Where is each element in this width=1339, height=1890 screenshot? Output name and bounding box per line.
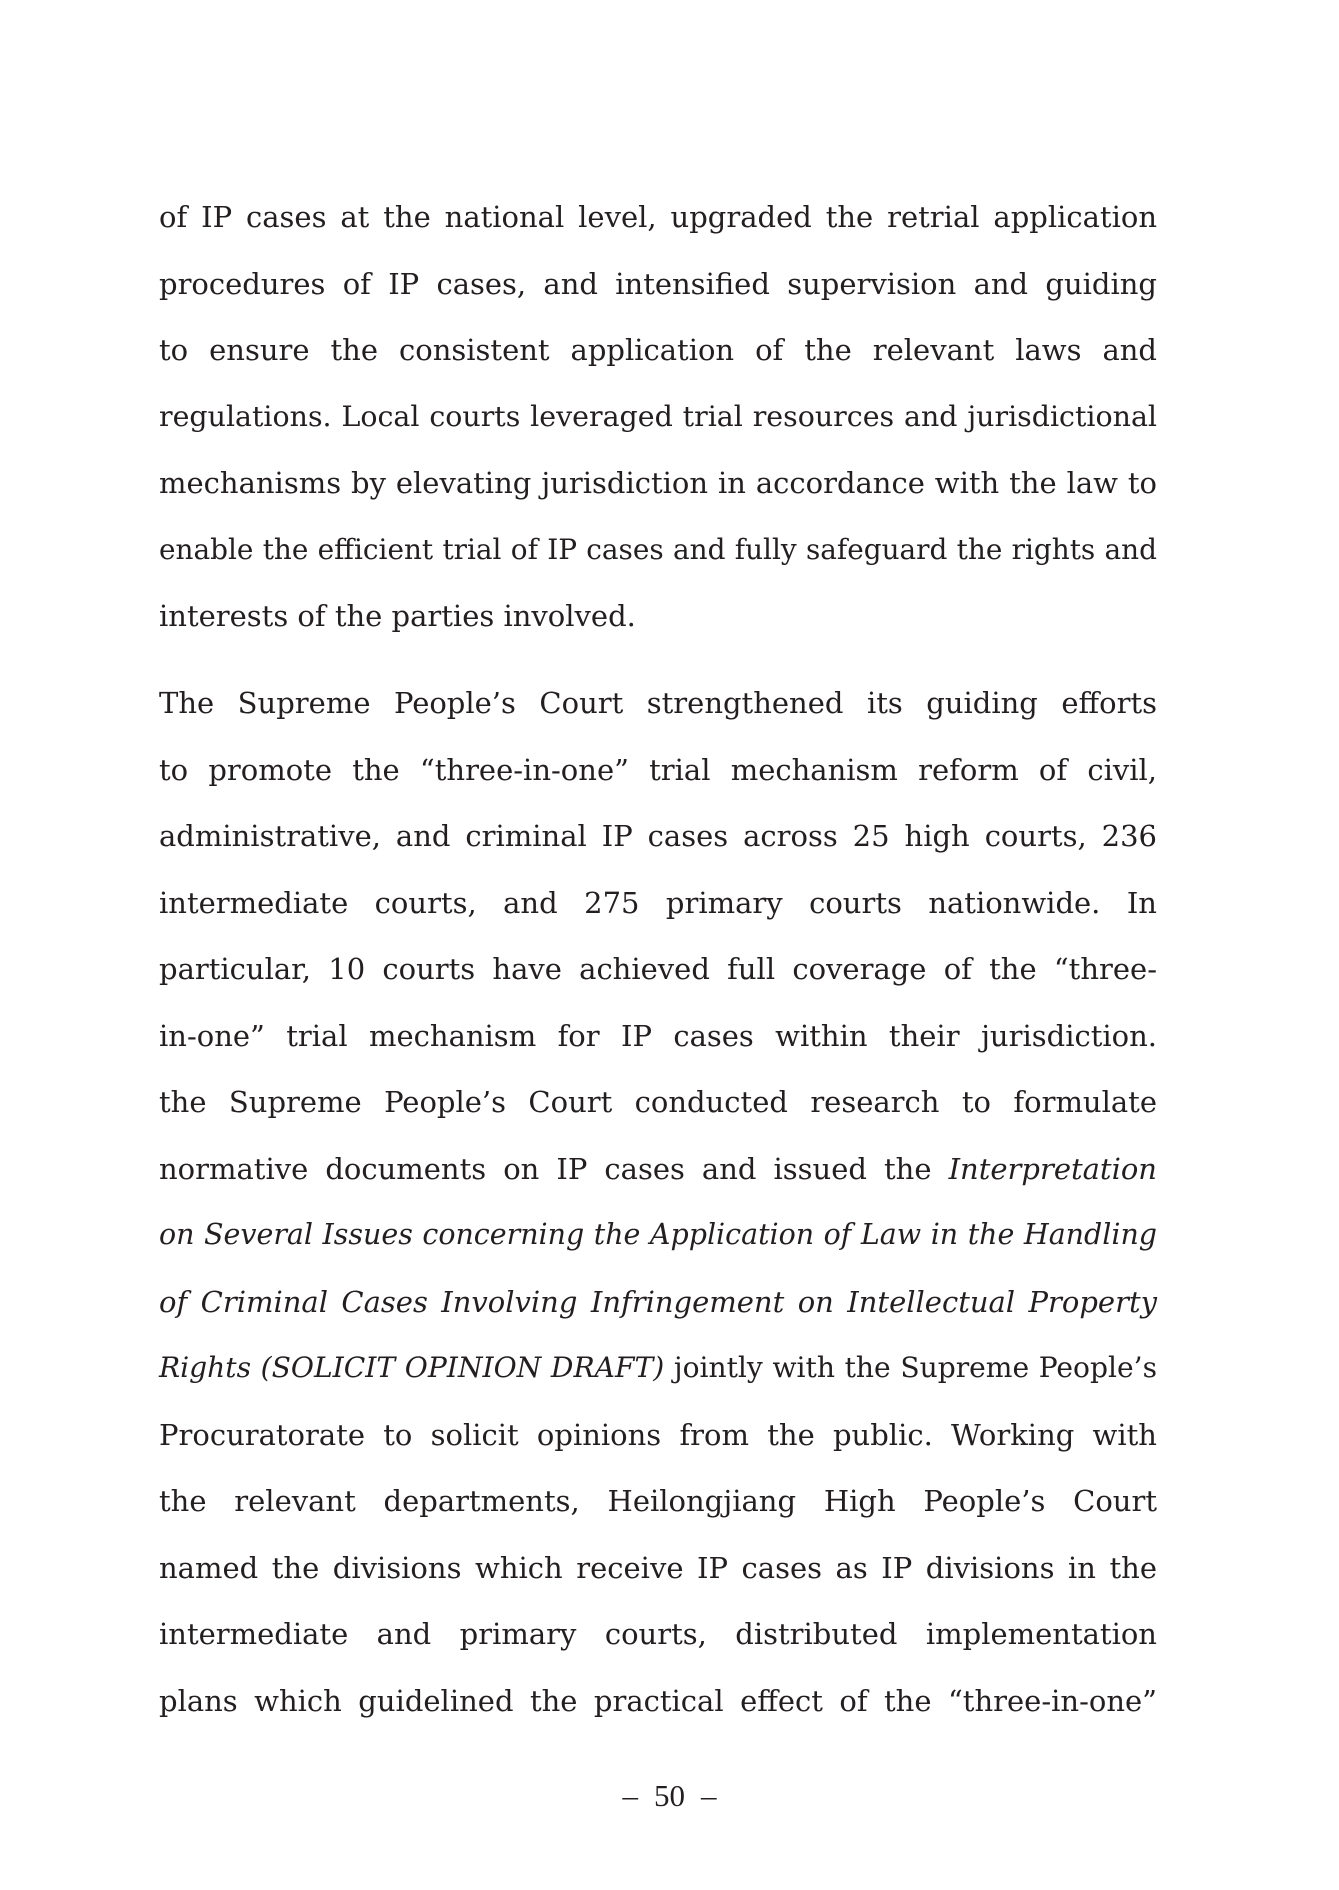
page-number-dash-right: – xyxy=(701,1778,717,1813)
paragraph-line: in-one” trial mechanism for IP cases within their jurisdiction. xyxy=(159,1018,1157,1053)
paragraph-line: regulations. Local courts leveraged trial resources and jurisdictional xyxy=(159,399,1157,433)
page-number-dash-left: – xyxy=(622,1778,638,1813)
paragraph-line: plans which guidelined the practical effect of the “three-in-one” xyxy=(159,1683,1157,1718)
paragraph-1 xyxy=(159,184,1157,650)
paragraph-line: to promote the “three-in-one” trial mechanism reform of civil, xyxy=(159,752,1157,787)
paragraph-line: administrative, and criminal IP cases across 25 high courts, 236 xyxy=(159,819,1157,853)
document-title-italic: on Several Issues concerning the Application of Law in the Handling xyxy=(159,1218,1157,1251)
document-title-italic: Rights (SOLICIT OPINION DRAFT) xyxy=(159,1351,665,1384)
regular-text: jointly with the Supreme People’s xyxy=(664,1351,1158,1384)
paragraph-line: interests of the parties involved. xyxy=(159,599,636,633)
paragraph-line: Procuratorate to solicit opinions from the public. Working with xyxy=(159,1417,1157,1452)
paragraph-line-mixed xyxy=(159,1136,1157,1203)
paragraph-line: The Supreme People’s Court strengthened its guiding efforts xyxy=(159,686,1157,720)
paragraph-2 xyxy=(159,670,1157,1734)
page-number-value: 50 xyxy=(654,1778,685,1813)
paragraph-line: enable the efficient trial of IP cases and fully safeguard the rights and xyxy=(159,532,1157,566)
paragraph-line: procedures of IP cases, and intensified supervision and guiding xyxy=(159,266,1157,301)
paragraph-line: particular, 10 courts have achieved full coverage of the “three- xyxy=(159,952,1157,986)
paragraph-line: intermediate and primary courts, distributed implementation xyxy=(159,1617,1157,1651)
document-title-italic: of Criminal Cases Involving Infringement on Intellectual Property xyxy=(159,1284,1157,1319)
paragraph-line: mechanisms by elevating jurisdiction in accordance with the law to xyxy=(159,466,1157,500)
paragraph-line: the Supreme People’s Court conducted research to formulate xyxy=(159,1085,1157,1119)
paragraph-line: to ensure the consistent application of the relevant laws and xyxy=(159,333,1157,367)
paragraph-line: intermediate courts, and 275 primary courts nationwide. In xyxy=(159,885,1157,920)
paragraph-line: the relevant departments, Heilongjiang High People’s Court xyxy=(159,1484,1157,1518)
regular-text: normative documents on IP cases and issued the xyxy=(159,1151,949,1186)
paragraph-line: named the divisions which receive IP cases as IP divisions in the xyxy=(159,1550,1157,1585)
paragraph-line-mixed xyxy=(159,1335,1157,1402)
page-number xyxy=(0,1776,1339,1816)
paragraph-line: of IP cases at the national level, upgraded the retrial application xyxy=(159,200,1157,234)
document-title-italic: Interpretation xyxy=(948,1151,1157,1186)
